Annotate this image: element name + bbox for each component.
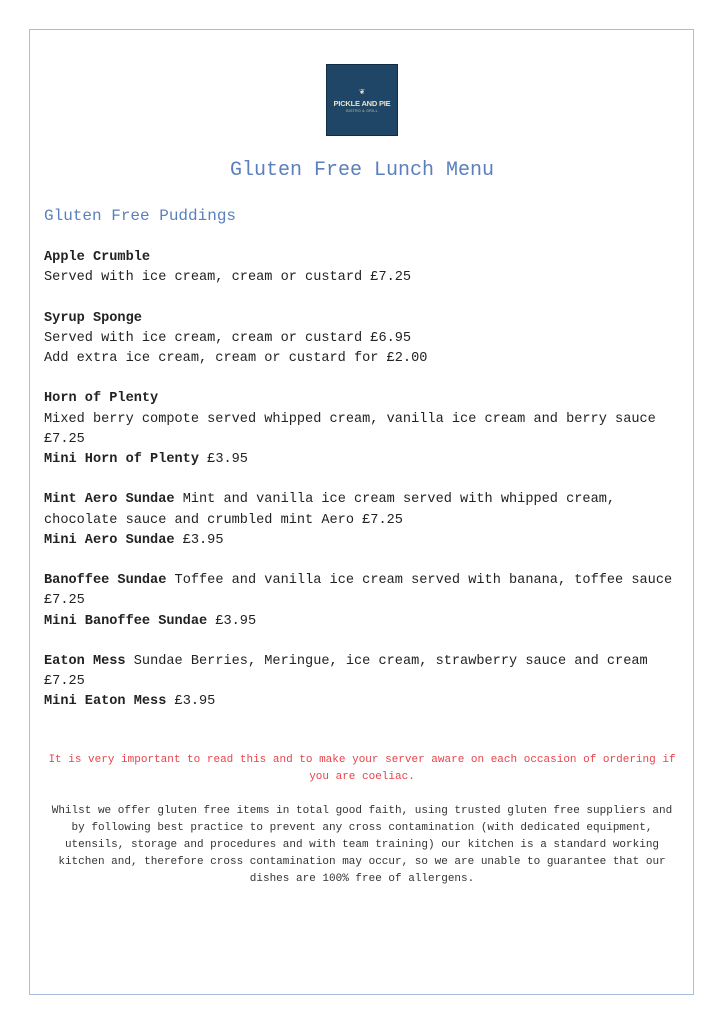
mini-item-price: £3.95 — [215, 613, 257, 629]
menu-title: Gluten Free Lunch Menu — [229, 159, 495, 182]
item-description: Served with ice cream, cream or custard £7.25 — [44, 270, 412, 286]
menu-item — [44, 652, 684, 713]
mini-item-price: £3.95 — [207, 452, 248, 467]
mini-item-price: £3.95 — [174, 694, 216, 710]
item-description: Mint and vanilla ice cream served with whipped cream, chocolate sauce and crumbled mint Aero £7.25 — [44, 492, 616, 528]
item-description: Mixed berry compote served whipped cream, vanilla ice cream and berry sauce £7.25 — [44, 411, 656, 447]
item-name: Apple Crumble — [44, 250, 151, 265]
logo-tagline: BISTRO & GRILL — [346, 108, 378, 113]
item-name: Mint Aero Sundae — [44, 492, 175, 508]
menu-item — [44, 490, 684, 551]
allergen-disclaimer: Whilst we offer gluten free items in total good faith, using trusted gluten free suppliers and by following best practice to prevent any cross contamination (with dedicated equipment, utensils, storage and procedures and with team training) our kitchen is a standard working kitchen and, therefore cross contamination may occur, so we are unable to guarantee that our dishes are 100% free of allergens. — [51, 805, 673, 885]
item-name: Eaton Mess — [44, 653, 126, 669]
menu-item — [44, 571, 684, 632]
pudding-list — [44, 248, 684, 733]
mini-item-name: Mini Aero Sundae — [44, 532, 175, 548]
item-description: Served with ice cream, cream or custard £6.95 — [44, 330, 412, 346]
item-name: Horn of Plenty — [44, 391, 159, 407]
mini-item-price: £3.95 — [182, 532, 224, 548]
item-extra: Add extra ice cream, cream or custard for £2.00 — [44, 351, 428, 366]
section-title: Gluten Free Puddings — [44, 207, 237, 225]
mini-item-name: Mini Eaton Mess — [44, 694, 167, 710]
menu-item — [44, 248, 684, 288]
menu-item — [44, 309, 684, 370]
coeliac-warning: It is very important to read this and to make your server aware on each occasion of ordering if you are coeliac. — [48, 754, 676, 783]
item-description: Sundae Berries, Meringue, ice cream, strawberry sauce and cream £7.25 — [44, 653, 648, 690]
leaf-icon: ❦ — [359, 86, 365, 97]
restaurant-logo — [326, 64, 398, 136]
mini-item-name: Mini Horn of Plenty — [44, 452, 199, 467]
item-name: Banoffee Sundae — [44, 573, 167, 589]
mini-item-name: Mini Banoffee Sundae — [44, 613, 208, 629]
menu-item — [44, 389, 684, 470]
item-name: Syrup Sponge — [44, 310, 142, 326]
logo-brand-text: PICKLE AND PIE — [333, 98, 391, 108]
item-description: Toffee and vanilla ice cream served with banana, toffee sauce £7.25 — [44, 573, 673, 609]
